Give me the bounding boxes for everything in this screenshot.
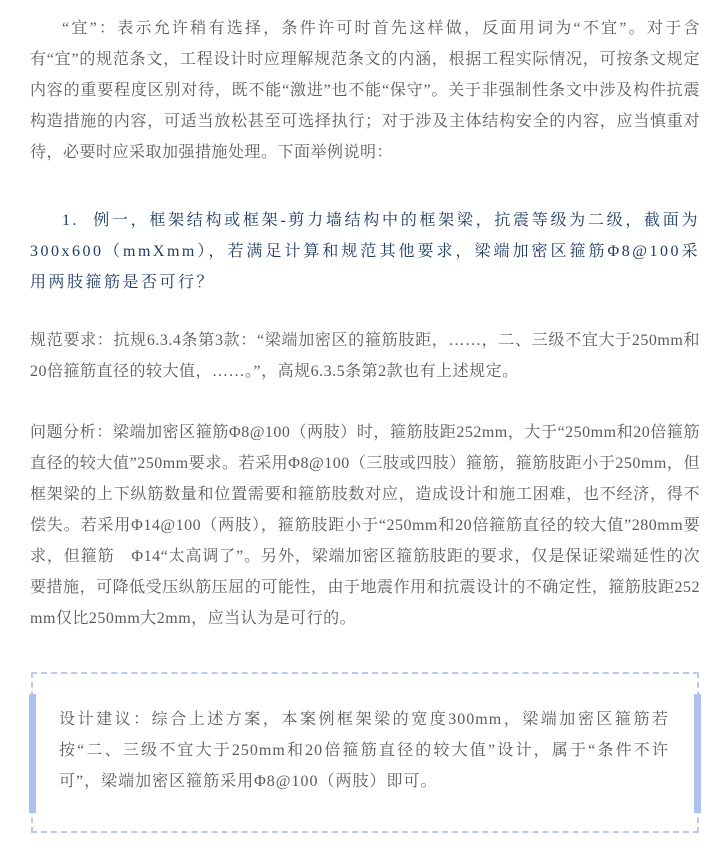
problem-analysis-paragraph: 问题分析：梁端加密区箍筋Φ8@100（两肢）时，箍筋肢距252mm，大于“250mm和20倍箍筋直径的较大值”250mm要求。若采用Φ8@100（三肢或四肢）箍筋，箍筋肢距小于250mm，但框架梁的上下纵筋数量和位置需要和箍筋肢数对应，造成设计和施工困难，也不经济，得不偿失。若采用Φ14@100（两肢），箍筋肢距小于“250mm和20倍箍筋直径的较大值”280mm要求，但箍筋 Φ14“太高调了”。另外，梁端加密区箍筋肢距的要求，仅是保证梁端延性的次要措施，可降低受压纵筋压屈的可能性，由于地震作用和抗震设计的不确定性，箍筋肢距252mm仅比250mm大2mm，应当认为是可行的。 bbox=[30, 424, 700, 627]
left-accent-bar bbox=[29, 694, 36, 813]
right-accent-bar bbox=[694, 694, 701, 813]
example-text: 例一，框架结构或框架-剪力墙结构中的框架梁，抗震等级为二级，截面为300x600（mmXmm），若满足计算和规范其他要求，梁端加密区箍筋Φ8@100采用两肢箍筋是否可行？ bbox=[30, 212, 700, 291]
design-suggestion-box bbox=[31, 672, 699, 833]
code-requirement-paragraph: 规范要求：抗规6.3.4条第3款：“梁端加密区的箍筋肢距，……，二、三级不宜大于250mm和20倍箍筋直径的较大值，……。”，高规6.3.5条第2款也有上述规定。 bbox=[30, 332, 700, 380]
example-paragraph bbox=[30, 205, 700, 298]
design-suggestion-paragraph: 设计建议：综合上述方案，本案例框架梁的宽度300mm，梁端加密区箍筋若按“二、三级不宜大于250mm和20倍箍筋直径的较大值”设计，属于“条件不许可”，梁端加密区箍筋采用Φ8@100（两肢）即可。 bbox=[59, 711, 669, 790]
intro-paragraph: “宜”：表示允许稍有选择，条件许可时首先这样做，反面用词为“不宜”。对于含有“宜”的规范条文，工程设计时应理解规范条文的内涵，根据工程实际情况，可按条文规定内容的重要程度区别对待，既不能“激进”也不能“保守”。关于非强制性条文中涉及构件抗震构造措施的内容，可适当放松甚至可选择执行；对于涉及主体结构安全的内容，应当慎重对待，必要时应采取加强措施处理。下面举例说明： bbox=[30, 20, 700, 161]
example-number: 1. bbox=[62, 212, 79, 229]
